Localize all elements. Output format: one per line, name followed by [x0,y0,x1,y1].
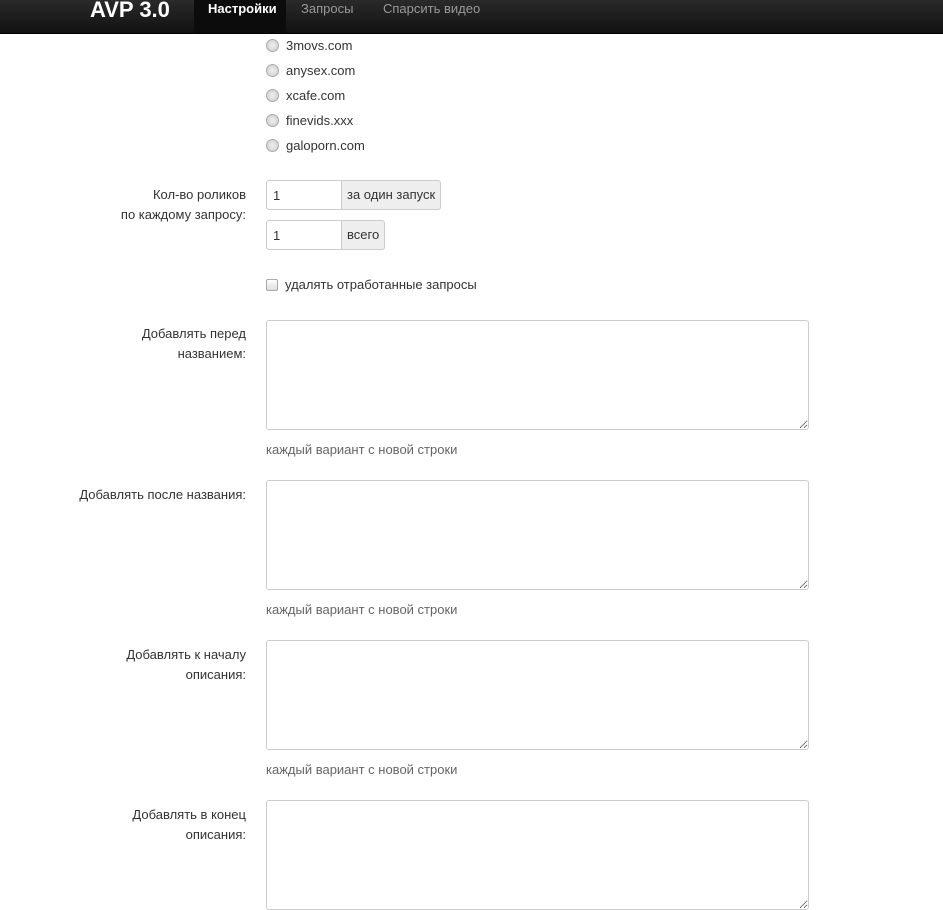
count-label: Кол-во роликов по каждому запросу: [120,187,246,222]
suffix-title-label: Добавлять после названия: [79,487,246,502]
delete-processed-checkbox[interactable]: удалять отработанные запросы [266,277,477,292]
site-radio[interactable]: galoporn.com [266,136,365,154]
tab-queries[interactable]: Запросы [301,1,354,16]
radio-icon[interactable] [266,139,279,152]
tab-settings[interactable]: Настройки [194,0,286,33]
suffix-title-textarea[interactable] [266,480,809,590]
prefix-title-textarea[interactable] [266,320,809,430]
help-text: каждый вариант с новой строки [266,762,458,777]
help-text: каждый вариант с новой строки [266,602,458,617]
per-run-input[interactable] [266,180,342,210]
total-input[interactable] [266,220,342,250]
site-radio[interactable]: finevids.xxx [266,111,353,129]
site-radio[interactable]: anysex.com [266,61,355,79]
per-run-input-group [266,180,441,210]
site-radio[interactable]: xcafe.com [266,86,345,104]
prefix-title-label: Добавлять перед названием: [141,326,246,361]
prefix-description-label: Добавлять к началу описания: [126,647,246,682]
navbar [0,0,943,34]
total-input-group [266,220,385,250]
radio-icon[interactable] [266,39,279,52]
tab-parse-video[interactable]: Спарсить видео [383,1,481,16]
site-radio[interactable]: 3movs.com [266,36,352,54]
checkbox-icon[interactable] [266,279,278,291]
per-run-addon: за один запуск [342,180,441,210]
brand-logo[interactable]: AVP 3.0 [90,0,170,22]
radio-icon[interactable] [266,114,279,127]
radio-icon[interactable] [266,89,279,102]
total-addon: всего [342,220,385,250]
prefix-description-textarea[interactable] [266,640,809,750]
suffix-description-textarea[interactable] [266,800,809,910]
suffix-description-label: Добавлять в конец описания: [132,807,246,842]
help-text: каждый вариант с новой строки [266,442,458,457]
radio-icon[interactable] [266,64,279,77]
